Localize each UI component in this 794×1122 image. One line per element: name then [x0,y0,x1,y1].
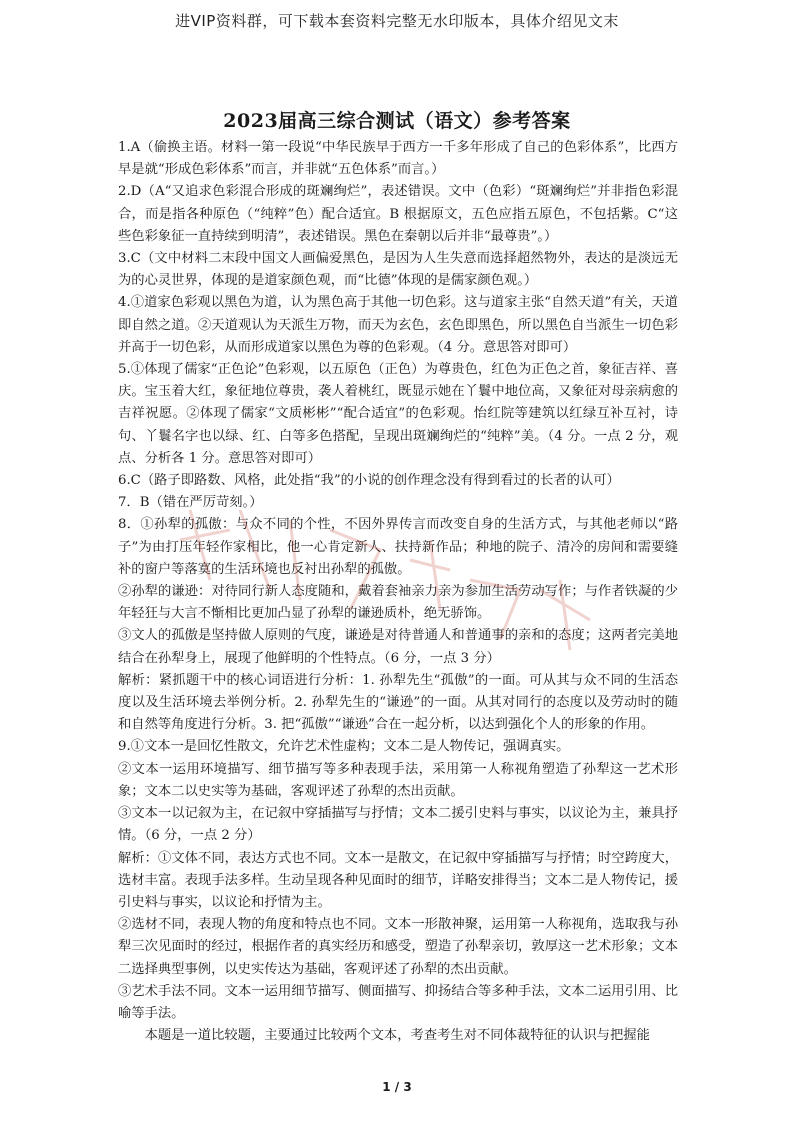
answer-1: 1.A（偷换主语。材料一第一段说“中华民族早于西方一千多年形成了自己的色彩体系”，比西方早是就“形成色彩体系”而言，并非就“五色体系”而言。） [118,140,678,178]
answer-body [118,137,678,1047]
answer-9-point-2: ②文本一运用环境描写、细节描写等多种表现手法，采用第一人称视角塑造了孙犁这一艺术形象；文本二以史实等为基础，客观评述了孙犁的杰出贡献。 [118,761,678,799]
answer-4: 4.①道家色彩观以黑色为道，认为黑色高于其他一切色彩。这与道家主张“自然天道”有关，天道即自然之道。②天道观认为天派生万物，而天为玄色，玄色即黑色，所以黑色自当派生一切色彩并高于一切色彩，从而形成道家以黑色为尊的色彩观。（4 分。意思答对即可） [118,295,678,355]
answer-5: 5.①体现了儒家“正色论”色彩观，以五原色（正色）为尊贵色，红色为正色之首，象征吉祥、喜庆。宝玉着大红，象征地位尊贵，袭人着桃红，既显示她在丫鬟中地位高，又象征对母亲病愈的吉祥祝愿。②体现了儒家“文质彬彬”“配合适宜”的色彩观。怡红院等建筑以红绿互补互衬，诗句、丫鬟名字也以绿、红、白等多色搭配，呈现出斑斓绚烂的“纯粹”美。（4 分。一点 2 分，观点、分析各 1 分。意思答对即可） [118,362,678,466]
answer-8-point-2: ②孙犁的谦逊：对待同行新人态度随和，戴着套袖亲力亲为参加生活劳动写作；与作者铁凝的少年轻狂与大言不惭相比更加凸显了孙犁的谦逊质朴，绝无骄饰。 [118,584,678,622]
answer-9-summary: 本题是一道比较题，主要通过比较两个文本，考查考生对不同体裁特征的认识与把握能 [144,1028,650,1044]
page-title: 2023届高三综合测试（语文）参考答案 [223,110,571,132]
answer-9-analysis-2: ②选材不同，表现人物的角度和特点也不同。文本一形散神聚，运用第一人称视角，选取我与孙犁三次见面时的经过，根据作者的真实经历和感受，塑造了孙犁亲切，敦厚这一艺术形象；文本二选择典型事例，以史实传达为基础，客观评述了孙犁的杰出贡献。 [118,917,678,977]
answer-7: 7．B（错在严厉苛刻。） [118,495,263,511]
answer-9-point-3: ③文本一以记叙为主，在记叙中穿插描写与抒情；文本二援引史料与事实，以议论为主，兼具抒情。（6 分，一点 2 分） [118,806,678,844]
answer-8-point-3: ③文人的孤傲是坚持做人原则的气度，谦逊是对待普通人和普通事的亲和的态度；这两者完美地结合在孙犁身上，展现了他鲜明的个性特点。（6 分，一点 3 分） [118,628,678,666]
page-number: 1 / 3 [382,1080,412,1094]
answer-6: 6.C（路子即路数、风格，此处指“我”的小说的创作理念没有得到看过的长者的认可） [118,473,620,489]
answer-9-point-1: 9.①文本一是回忆性散文，允许艺术性虚构；文本二是人物传记，强调真实。 [118,739,570,755]
answer-9-analysis-3: ③艺术手法不同。文本一运用细节描写、侧面描写、抑扬结合等多种手法，文本二运用引用、比喻等手法。 [118,983,678,1021]
answer-8-analysis: 解析：紧抓题干中的核心词语进行分析：1. 孙犁先生“孤傲”的一面。可从其与众不同的生活态度以及生活环境去举例分析。2. 孙犁先生的“谦逊”的一面。从其对同行的态度以及劳动时的随和自然等角度进行分析。3. 把“孤傲”“谦逊”合在一起分析，以达到强化个人的形象的作用。 [118,672,678,733]
answer-2: 2.D（A“又追求色彩混合形成的斑斓绚烂”，表述错误。文中（色彩）“斑斓绚烂”并非指色彩混合，而是指各种原色（“纯粹”色）配合适宜。B 根据原文，五色应指五原色，不包括紫。C“这些色彩象征一直持续到明清”，表述错误。黑色在秦朝以后并非“最尊贵”。） [118,184,678,244]
vip-banner: 进VIP资料群，可下载本套资料完整无水印版本，具体介绍见文末 [175,12,619,30]
answer-8-point-1: 8．①孙犁的孤傲：与众不同的个性，不因外界传言而改变自身的生活方式，与其他老师以“路子”为由打压年轻作家相比，他一心肯定新人、扶持新作品；种地的院子、清冷的房间和需要缝补的窗户等落寞的生活环境也反衬出孙犁的孤傲。 [118,517,678,577]
answer-3: 3.C（文中材料二末段中国文人画偏爱黑色，是因为人生失意而选择超然物外，表达的是淡远无为的心灵世界，体现的是道家颜色观，而“比德”体现的是儒家颜色观。） [118,251,678,289]
answer-9-analysis-1: 解析：①文体不同，表达方式也不同。文本一是散文，在记叙中穿插描写与抒情；时空跨度大，选材丰富。表现手法多样。生动呈现各种见面时的细节，详略安排得当；文本二是人物传记，援引史料与事实，以议论和抒情为主。 [118,850,678,910]
